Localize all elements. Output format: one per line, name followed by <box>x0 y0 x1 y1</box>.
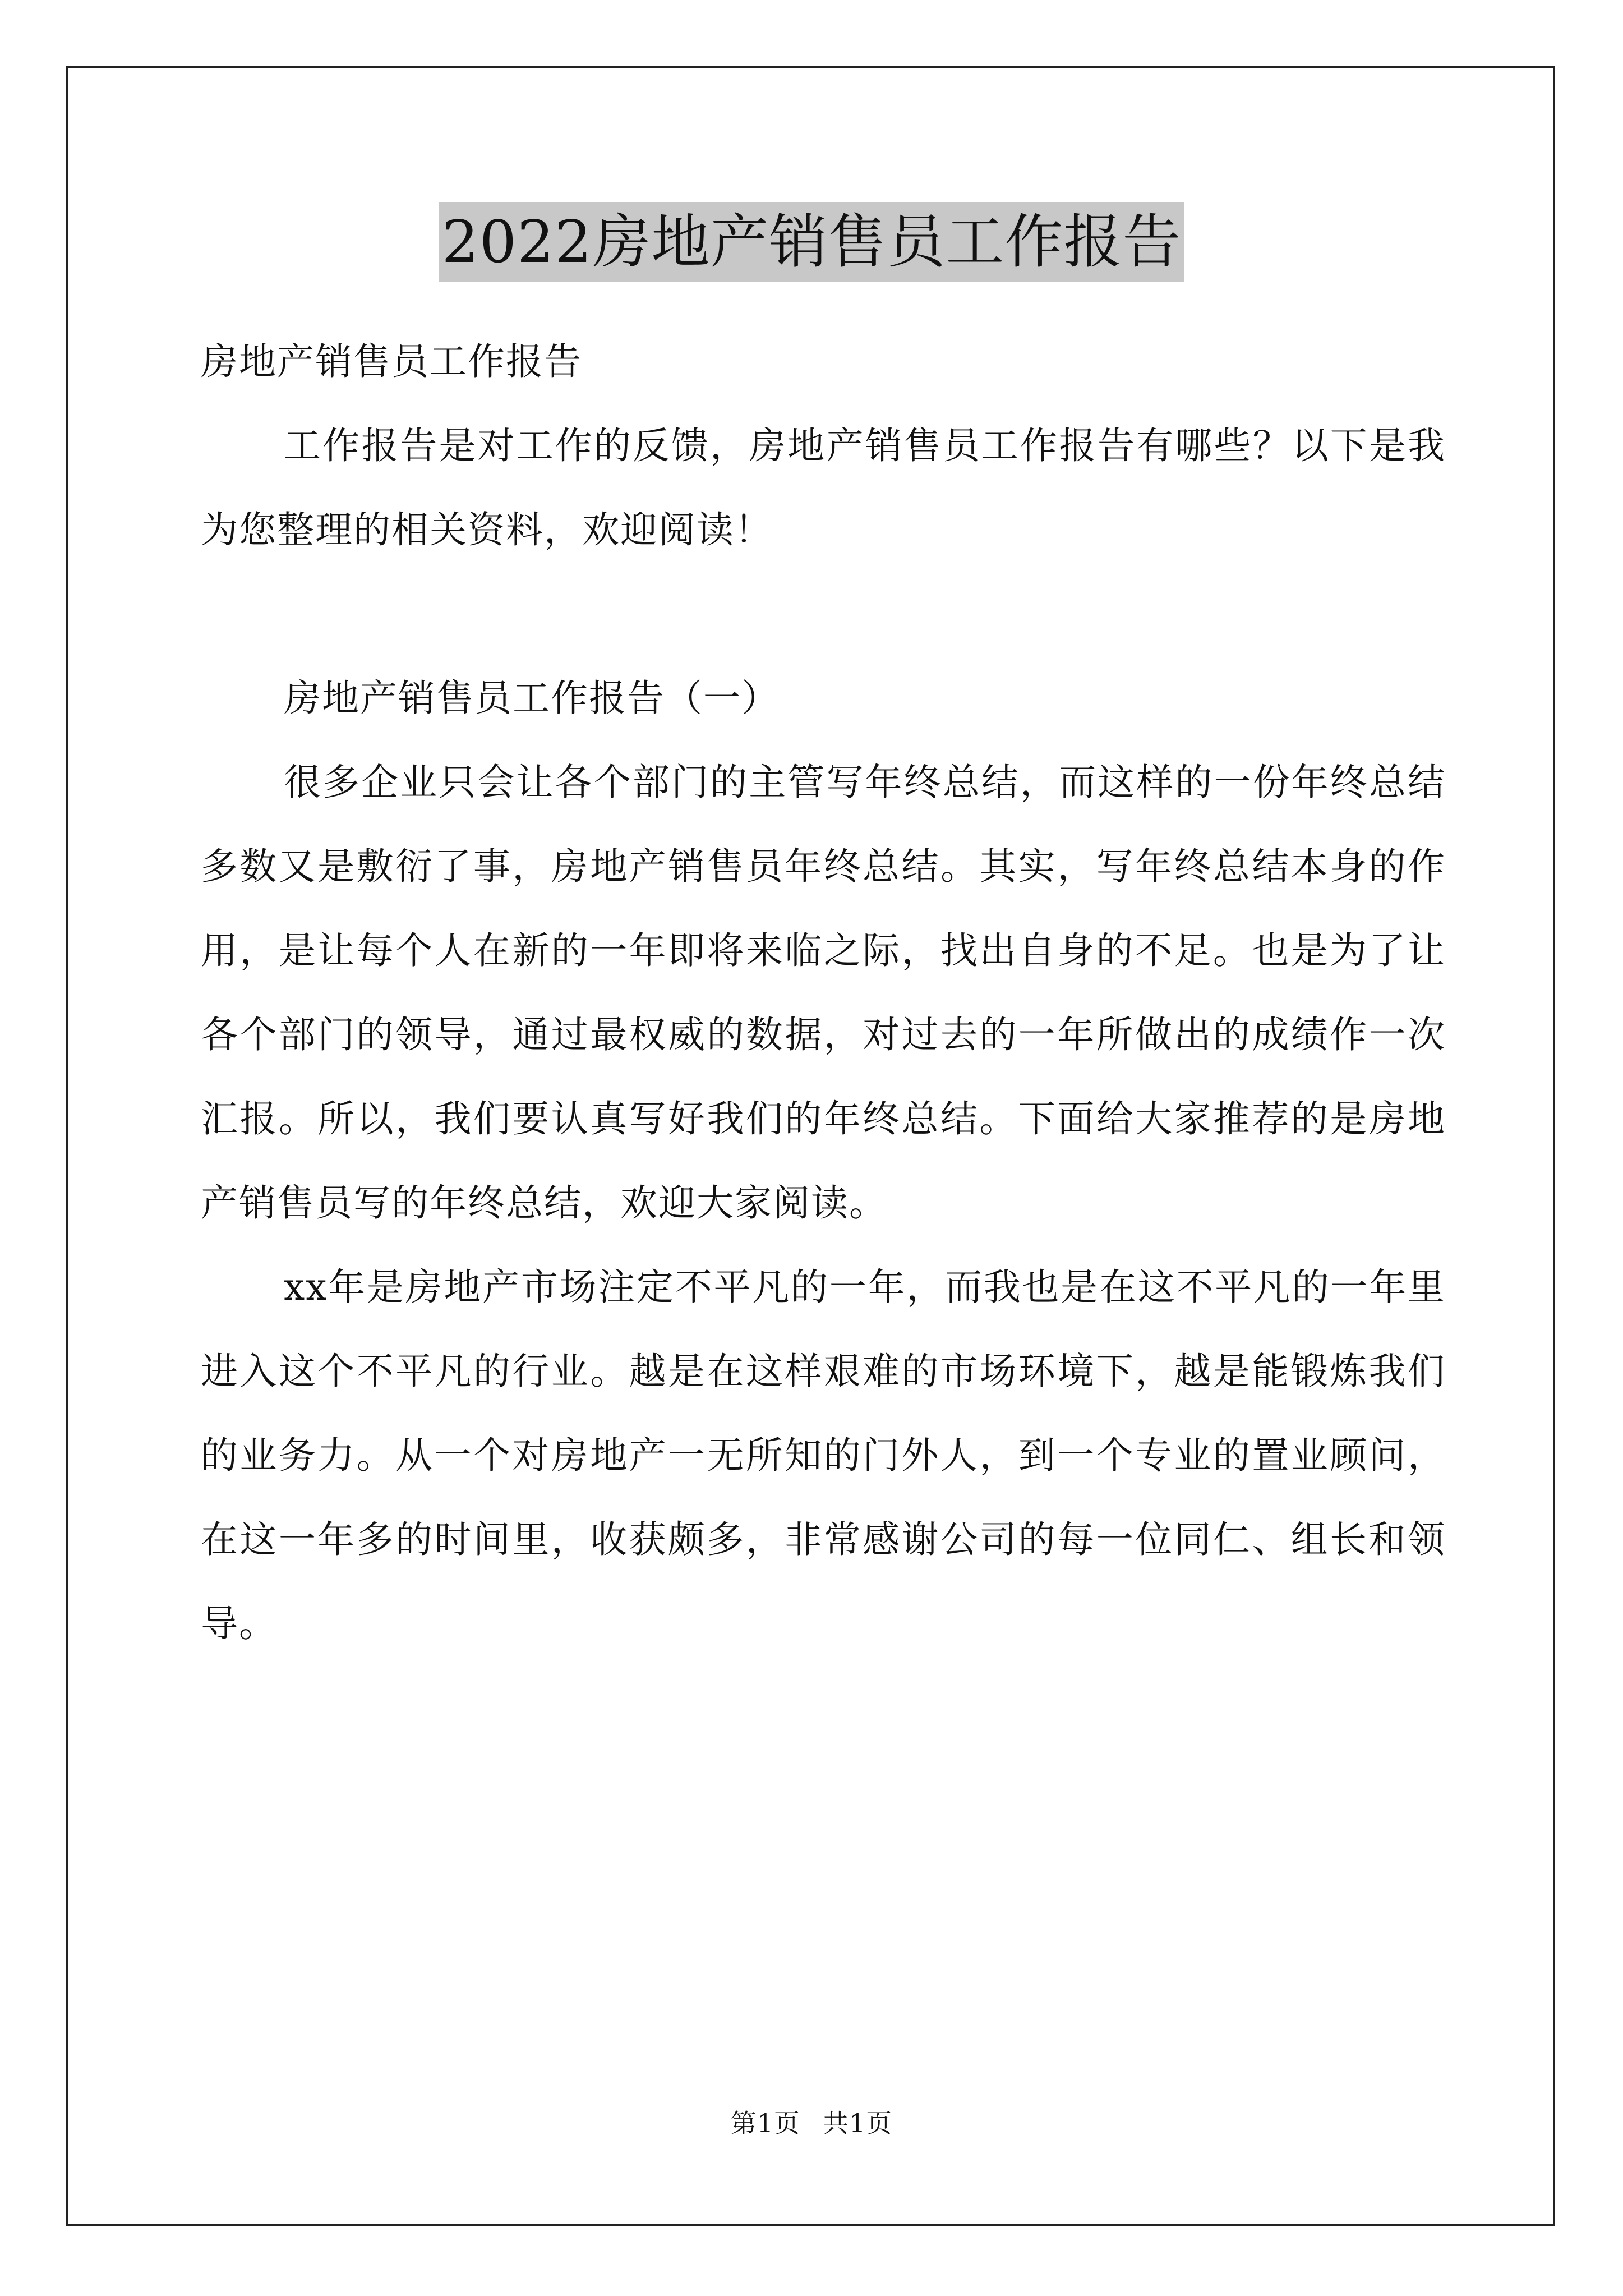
blank-line <box>201 572 1446 656</box>
body-paragraph: 很多企业只会让各个部门的主管写年终总结，而这样的一份年终总结多数又是敷衍了事，房地产销售员年终总结。其实，写年终总结本身的作用，是让每个人在新的一年即将来临之际，找出自身的不足。也是为了让各个部门的领导，通过最权威的数据，对过去的一年所做出的成绩作一次汇报。所以，我们要认真写好我们的年终总结。下面给大家推荐的是房地产销售员写的年终总结，欢迎大家阅读。 <box>201 761 1446 1225</box>
document-subtitle: 房地产销售员工作报告 <box>201 340 582 383</box>
section-heading: 房地产销售员工作报告（一） <box>284 677 780 720</box>
page-total: 共1页 <box>823 2108 893 2138</box>
document-title: 2022房地产销售员工作报告 <box>439 202 1185 282</box>
title-container <box>0 202 1623 282</box>
document-body <box>201 320 1446 1666</box>
intro-paragraph: 工作报告是对工作的反馈，房地产销售员工作报告有哪些？以下是我为您整理的相关资料，欢迎阅读！ <box>201 424 1446 551</box>
body-paragraph: xx年是房地产市场注定不平凡的一年，而我也是在这不平凡的一年里进入这个不平凡的行业。越是在这样艰难的市场环境下，越是能锻炼我们的业务力。从一个对房地产一无所知的门外人，到一个专业的置业顾问，在这一年多的时间里，收获颇多，非常感谢公司的每一位同仁、组长和领导。 <box>201 1266 1446 1645</box>
page-footer <box>0 2106 1623 2140</box>
page-number: 第1页 <box>730 2108 800 2138</box>
